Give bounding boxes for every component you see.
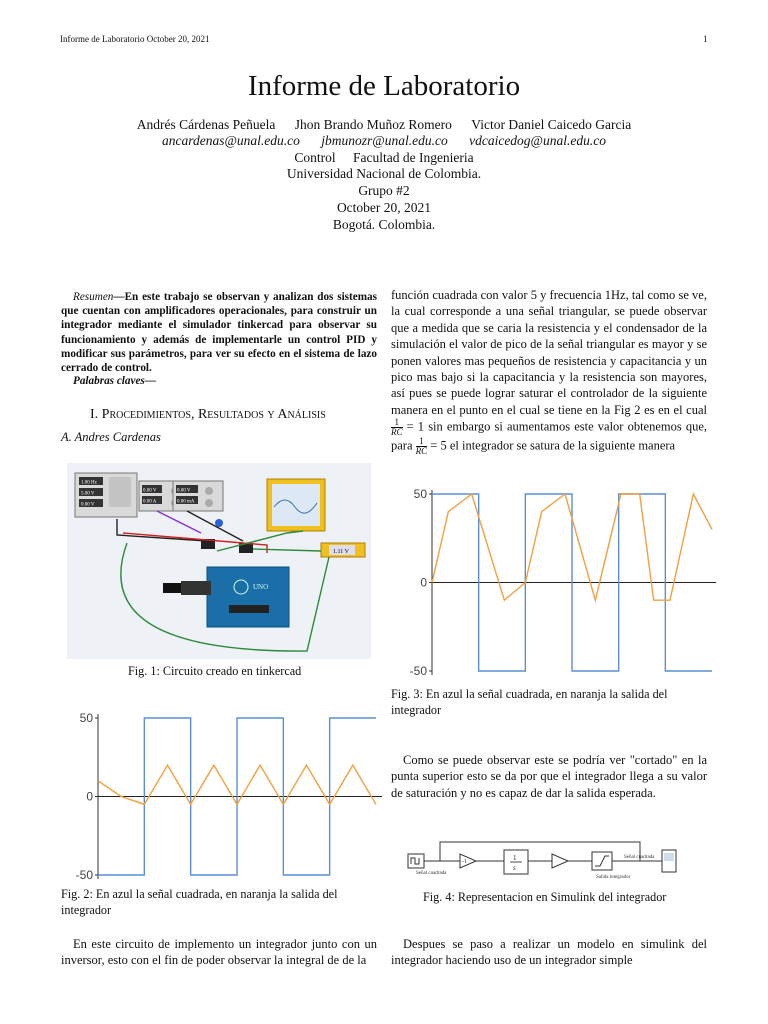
email-list [0,133,768,150]
svg-text:0.00 mA: 0.00 mA [177,499,195,505]
page-number: 1 [703,34,708,44]
scope-label: Señal cuadrada [624,855,655,860]
fig3-caption: Fig. 3: En azul la señal cuadrada, en naranja la salida del integrador [391,687,668,717]
svg-text:UNO: UNO [253,583,269,591]
capacitor [215,519,223,527]
svg-text:0.00 V: 0.00 V [143,488,157,494]
para1-middle: sin embargo si aumentamos este valor obtenemos que, para [391,419,708,453]
para1-before: función cuadrada con valor 5 y frecuencia 1Hz, tal como se ve, la cual corresponde a una señal triangular, se puede observar que a medida que se caria la resistencia y el condensador de la simulación el valor de pico de la señal triangular es mayor y se ponen valores mas pequeños de resistencia y capacitancia y un pico mas bajo si la capacitancia y la resistencia son mayores, así pues se puede lograr saturar el controlador de la siguiente manera en el punto en el cual se tiene en la Fig 2 es en el cual [391,288,707,417]
simulink-diagram [400,836,700,882]
abstract-text: —En este trabajo se observan y analizan dos sistemas que cuentan con amplificadores operacionales, para construir un integrador mediante el simulador tinkercad para observar su funcionamiento y además de implementarle un control PID y modificar sus parámetros, para ver su efecto en el sistema de lazo cerrado de control. [61,291,377,375]
section-title: Procedimientos, Resultados y Análisis [101,407,326,422]
svg-text:0.00 A: 0.00 A [143,499,157,505]
frac-den: RC [391,427,403,438]
fraction-2 [416,437,428,456]
right-paragraph-3 [391,936,707,969]
y-tick-label: 50 [79,711,93,725]
para3-text: Despues se paso a realizar un modelo en simulink del integrador haciendo uso de un integrador simple [391,937,707,968]
svg-text:Señal cuadrada: Señal cuadrada [416,871,447,876]
affiliation [0,150,768,167]
email-2: jbmunozr@unal.edu.co [321,133,448,148]
y-tick-label: 0 [86,789,93,804]
svg-text:5.00 V: 5.00 V [81,491,95,497]
fig4-caption: Fig. 4: Representacion en Simulink del integrador [423,890,667,904]
right-paragraph-1 [391,287,707,456]
y-tick-label: 0 [420,575,427,590]
author-3: Victor Daniel Caicedo Garcia [471,117,632,132]
group: Grupo #2 [358,183,410,198]
section-heading [90,407,326,423]
multimeter [321,543,365,557]
author-2: Jhon Brando Muñoz Romero [294,117,452,132]
saturation-label: Salida integrador [596,875,631,880]
city: Bogotá. Colombia. [332,217,436,232]
email-3: vdcaicedog@unal.edu.co [469,133,606,148]
email-1: ancardenas@unal.edu.co [162,133,300,148]
para2-text: Como se puede observar este se podría ver "cortado" en la punta superior esto se da por que el integrador llega a su valor de saturación y no es capaz de dar la salida esperada. [391,753,707,800]
department: Control [294,150,336,165]
running-header: Informe de Laboratorio October 20, 2021 [60,34,210,44]
fig2-caption: Fig. 2: En azul la señal cuadrada, en naranja la salida del integrador [61,887,338,917]
y-tick-label: -50 [75,868,93,882]
fig3-chart [390,478,716,683]
date: October 20, 2021 [336,200,432,215]
right-paragraph-2 [391,752,707,801]
paper-title: Informe de Laboratorio [247,70,521,102]
y-tick-label: -50 [409,664,427,678]
frac-den: RC [415,446,428,457]
university: Universidad Nacional de Colombia. [286,166,482,181]
oscilloscope [267,479,325,531]
author-1: Andrés Cárdenas Peñuela [136,117,276,132]
svg-text:0.00 V: 0.00 V [81,502,95,508]
faculty: Facultad de Ingenieria [352,150,474,165]
keywords: Palabras claves— [73,375,156,387]
frac-num: 1 [416,437,428,447]
integrator-num: 1 [513,854,517,862]
svg-text:1.00 Hz: 1.00 Hz [81,480,97,486]
gain-label: -1 [462,859,467,865]
section-number: I. [90,407,99,422]
abstract-label: Resumen [73,291,114,303]
left-paragraph [61,936,377,969]
power-supply-2 [173,481,223,511]
eq2: = 5 [430,438,447,453]
svg-text:0.00 V: 0.00 V [177,488,191,494]
fig1-caption: Fig. 1: Circuito creado en tinkercad [128,664,302,678]
tinkercad-circuit-figure [67,463,371,659]
frac-num: 1 [391,418,403,428]
subsection-heading: A. Andres Cardenas [61,430,161,444]
svg-text:1.11 V: 1.11 V [333,549,350,555]
abstract [61,290,377,375]
author-list [0,117,768,134]
fraction-1 [391,418,403,437]
y-tick-label: 50 [413,487,427,501]
left-paragraph-text: En este circuito de implemento un integrador junto con un inversor, esto con el fin de poder observar la integral de de la [61,937,377,968]
eq1: = 1 [406,419,425,434]
para1-after: el integrador se satura de la siguiente manera [449,438,676,453]
fig2-chart [60,705,382,885]
integrator-den: s [513,864,516,872]
function-generator [75,473,137,517]
